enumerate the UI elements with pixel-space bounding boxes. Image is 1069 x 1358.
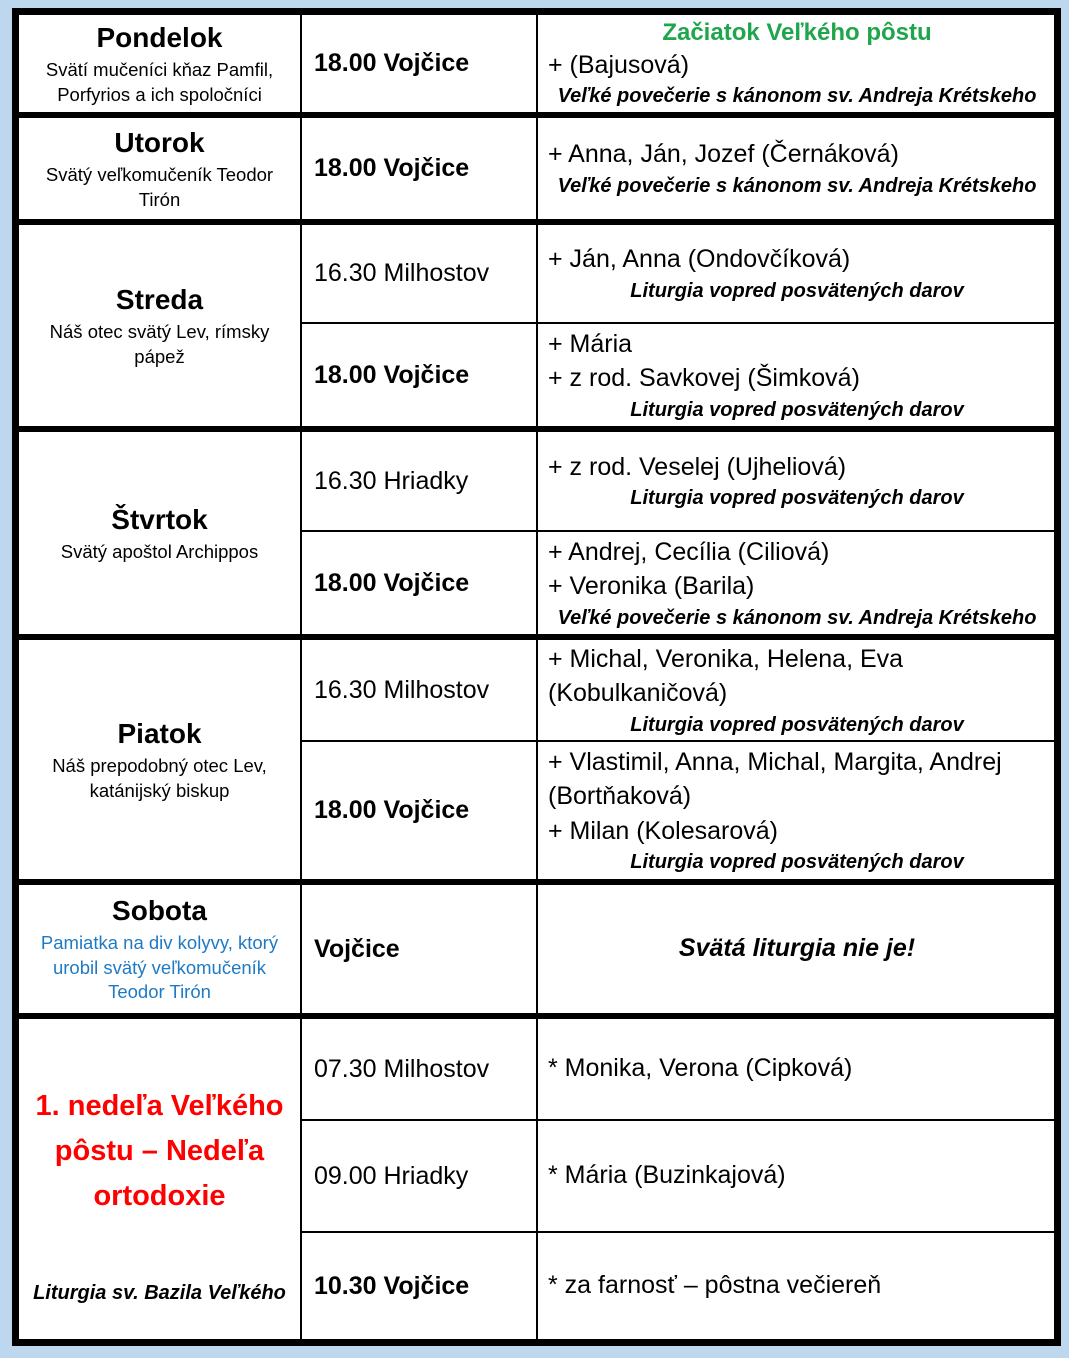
liturgy-note: Liturgia vopred posvätených darov	[630, 713, 964, 736]
slots-wednesday	[300, 225, 1054, 426]
liturgy-note: Liturgia vopred posvätených darov	[630, 487, 964, 510]
day-name: Štvrtok	[111, 503, 208, 535]
day-name: Pondelok	[96, 22, 223, 54]
liturgical-schedule-table	[12, 8, 1061, 1346]
day-cell-wednesday	[19, 225, 300, 426]
day-cell-monday	[19, 15, 300, 112]
time-place: 07.30 Milhostov	[300, 1019, 538, 1119]
intention-line: * Monika, Verona (Cipková)	[548, 1054, 853, 1083]
slots-friday	[300, 640, 1054, 879]
intentions-cell	[538, 15, 1054, 112]
intentions-cell	[538, 532, 1054, 634]
service-slot	[300, 640, 1054, 740]
slots-tuesday	[300, 118, 1054, 219]
time-place: 18.00 Vojčice	[300, 532, 538, 634]
liturgy-note: Veľké povečerie s kánonom sv. Andreja Krétskeho	[557, 606, 1037, 629]
feast-description: Náš otec svätý Lev, rímsky pápež	[49, 321, 270, 367]
slots-thursday	[300, 432, 1054, 634]
intentions-cell	[538, 742, 1054, 879]
service-slot	[300, 225, 1054, 322]
time-place: 09.00 Hriadky	[300, 1121, 538, 1231]
day-cell-thursday	[19, 432, 300, 634]
day-name: Sobota	[112, 895, 207, 927]
row-sunday	[19, 1013, 1054, 1339]
intention-line: + (Bajusová)	[548, 50, 690, 79]
liturgy-note: Liturgia vopred posvätených darov	[630, 398, 964, 421]
intention-line: + Milan (Kolesarová)	[548, 816, 778, 845]
sunday-title: 1. nedeľa Veľkého pôstu – Nedeľa ortodoxie	[35, 1090, 284, 1212]
slots-sunday	[300, 1019, 1054, 1339]
intentions-cell	[538, 324, 1054, 426]
time-place: 16.30 Milhostov	[300, 225, 538, 322]
intention-line: + Mária	[548, 329, 633, 358]
day-cell-friday	[19, 640, 300, 879]
intentions-cell	[538, 640, 1054, 740]
intention-line: + Vlastimil, Anna, Michal, Margita, Andrej (Bortňaková)	[548, 747, 1002, 811]
feast-description: Svätý veľkomučeník Teodor Tirón	[45, 164, 274, 210]
day-name: Utorok	[114, 127, 205, 159]
no-liturgy-message: Svätá liturgia nie je!	[678, 934, 916, 962]
row-saturday	[19, 879, 1054, 1013]
time-place: 16.30 Hriadky	[300, 432, 538, 530]
intention-line: + Michal, Veronika, Helena, Eva (Kobulkaničová)	[548, 644, 904, 707]
liturgy-note: Veľké povečerie s kánonom sv. Andreja Krétskeho	[557, 85, 1037, 108]
intentions-cell	[538, 1019, 1054, 1119]
service-slot	[300, 118, 1054, 219]
day-cell-sunday	[19, 1019, 300, 1339]
row-wednesday	[19, 219, 1054, 426]
service-slot	[300, 1231, 1054, 1339]
time-place: 18.00 Vojčice	[300, 118, 538, 219]
day-cell-tuesday	[19, 118, 300, 219]
liturgy-note: Veľké povečerie s kánonom sv. Andreja Krétskeho	[557, 174, 1037, 197]
time-place: 18.00 Vojčice	[300, 324, 538, 426]
intentions-cell	[538, 225, 1054, 322]
service-slot	[300, 740, 1054, 879]
row-thursday	[19, 426, 1054, 634]
intentions-cell	[538, 118, 1054, 219]
intention-line: + z rod. Savkovej (Šimková)	[548, 364, 860, 392]
feast-description: Svätý apoštol Archippos	[60, 540, 259, 562]
intention-line: + Veronika (Barila)	[548, 572, 755, 600]
row-friday	[19, 634, 1054, 879]
time-place: 18.00 Vojčice	[300, 15, 538, 112]
intentions-cell	[538, 1121, 1054, 1231]
intentions-cell	[538, 885, 1054, 1013]
intention-line: * Mária (Buzinkajová)	[548, 1161, 786, 1190]
liturgy-note: Liturgia vopred posvätených darov	[630, 851, 964, 874]
time-place: 10.30 Vojčice	[300, 1233, 538, 1339]
liturgy-type-note: Liturgia sv. Bazila Veľkého	[33, 1282, 286, 1304]
feast-description: Svätí mučeníci kňaz Pamfil, Porfyrios a ich spoločníci	[45, 59, 274, 105]
service-slot	[300, 1019, 1054, 1119]
service-slot	[300, 322, 1054, 426]
time-place: Vojčice	[300, 885, 538, 1013]
intention-line: + Andrej, Cecília (Ciliová)	[548, 537, 830, 566]
service-slot	[300, 15, 1054, 112]
slots-saturday	[300, 885, 1054, 1013]
day-name: Streda	[115, 284, 204, 316]
feast-description: Pamiatka na div kolyvy, ktorý urobil svätý veľkomučeník Teodor Tirón	[40, 932, 279, 1003]
service-slot	[300, 1119, 1054, 1231]
intention-line: + Ján, Anna (Ondovčíková)	[548, 245, 851, 274]
row-tuesday	[19, 112, 1054, 219]
day-name: Piatok	[117, 718, 202, 750]
intention-line: + z rod. Veselej (Ujheliová)	[548, 452, 847, 481]
intentions-cell	[538, 432, 1054, 530]
time-place: 18.00 Vojčice	[300, 742, 538, 879]
day-cell-saturday	[19, 885, 300, 1013]
service-slot	[300, 885, 1054, 1013]
time-place: 16.30 Milhostov	[300, 640, 538, 740]
service-slot	[300, 432, 1054, 530]
service-slot	[300, 530, 1054, 634]
row-monday	[19, 15, 1054, 112]
intentions-cell	[538, 1233, 1054, 1339]
intention-line: + Anna, Ján, Jozef (Černáková)	[548, 140, 899, 169]
feast-description: Náš prepodobný otec Lev, katánijský biskup	[52, 755, 267, 801]
intention-line: * za farnosť – pôstna večiereň	[548, 1271, 882, 1300]
liturgy-note: Liturgia vopred posvätených darov	[630, 279, 964, 302]
slots-monday	[300, 15, 1054, 112]
lent-start-banner: Začiatok Veľkého pôstu	[662, 18, 932, 46]
